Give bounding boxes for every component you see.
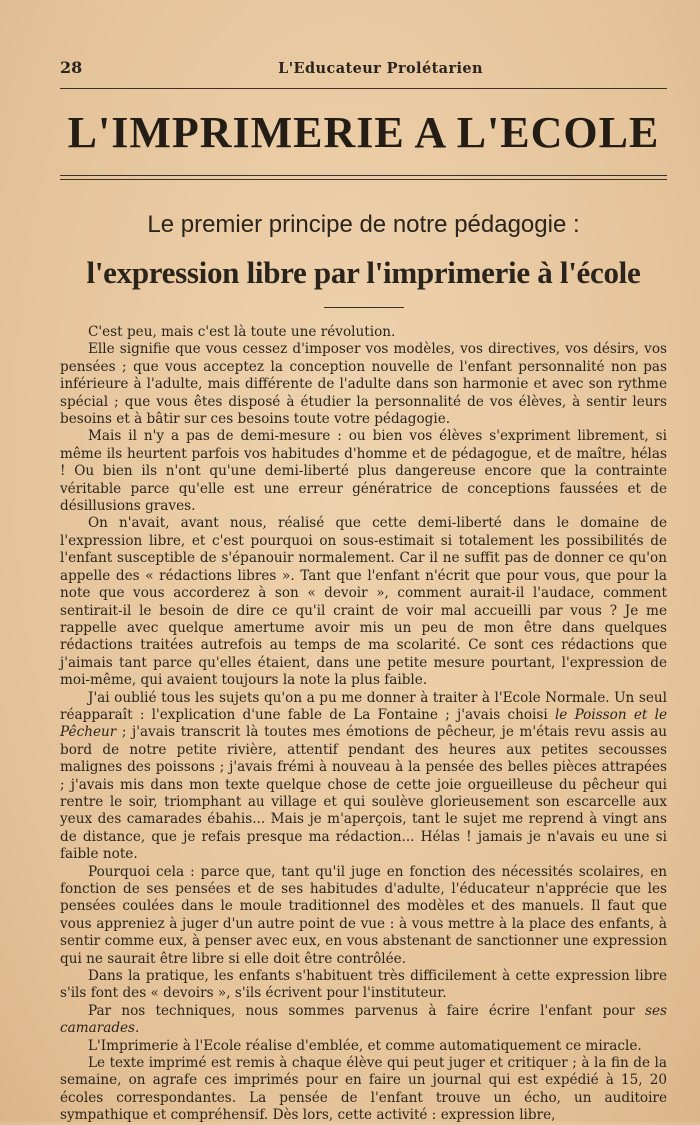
paragraph: C'est peu, mais c'est là toute une révolution. xyxy=(88,324,396,340)
paragraph: Elle signifie que vous cessez d'imposer vos modèles, vos directives, vos désirs, vos pensées ; que vous acceptez la conception nouvelle de l'enfant personnalité non pas inférieure à l'adulte, mais différente de l'adulte dans son harmonie et avec son rythme spécial ; que vous êtes disposé à étudier la personnalité de vos élèves, à sentir leurs besoins et à bâtir sur ces besoins toute votre pédagogie. xyxy=(60,341,667,428)
fable-title: le Poisson et le Pêcheur xyxy=(60,706,667,741)
article-headline: l'expression libre par l'imprimerie à l'école xyxy=(86,255,641,290)
paragraph: On n'avait, avant nous, réalisé que cette demi-liberté dans le domaine de l'expression libre, et c'est pourquoi on sous-estimait si totalement les possibilités de l'enfant susceptible de s'épanouir normalement. Car il ne suffit pas de donner ce qu'on appelle des « rédactions libres ». Tant que l'enfant n'écrit que pour vous, que pour la note que vous accorderez à son « devoir », comment aurait-il l'audace, comment sentirait-il le besoin de dire ce qu'il craint de voir mal accueilli par vous ? Je me rappelle avec quelque amertume avoir mis un peu de mon être dans quelques rédactions traitées autrefois au temps de ma scolarité. Ce sont ces rédactions que j'aimais tant parce qu'elles étaient, dans une petite mesure pourtant, l'expression de moi-même, qui avaient toujours la note la plus faible. xyxy=(60,515,667,689)
article-subtitle: Le premier principe de notre pédagogie : xyxy=(147,211,580,238)
journal-title: L'Educateur Prolétarien xyxy=(278,60,483,77)
paragraph: Le texte imprimé est remis à chaque élève qui peut juger et critiquer ; à la fin de la semaine, on agrafe ces imprimés pour en faire un journal qui est expédié à 15, 20 écoles correspondantes. La pensée de l'enfant trouve un écho, un auditoire sympathique et compréhensif. Dès lors, cette activité : expression libre, xyxy=(60,1055,667,1124)
paragraph: Mais il n'y a pas de demi-mesure : ou bien vos élèves s'expriment librement, si même ils heurtent parfois vos habitudes d'homme et de pédagogue, et de maître, hélas ! Ou bien ils n'ont qu'une demi-liberté plus dangereuse encore que la contrainte véritable parce qu'elle est une erreur génératrice de conceptions faussées et de désillusions graves. xyxy=(60,428,667,515)
title-double-rule xyxy=(60,175,667,180)
paragraph: Dans la pratique, les enfants s'habituent très difficilement à cette expression libre s'ils font des « devoirs », s'ils écrivent pour l'instituteur. xyxy=(60,968,667,1002)
paragraph xyxy=(60,1003,667,1038)
paragraph-text: J'ai oublié tous les sujets qu'on a pu me donner à traiter à l'Ecole Normale. Un seul réapparaît : l'explication d'une fable de La Fontaine ; j'avais choisi xyxy=(60,689,667,723)
page-number: 28 xyxy=(60,58,83,77)
headline-rule xyxy=(324,307,404,308)
article-title: L'IMPRIMERIE A L'ECOLE xyxy=(67,108,660,157)
paragraph-text: ; j'avais transcrit là toutes mes émotions de pêcheur, je m'étais revu assis au bord de notre petite rivière, attentif pendant des heures aux petites secousses malignes des poissons ; j'avais frémi à nouveau à la pensée des belles pièces attrapées ; j'avais mis dans mon texte quelque chose de cette joie orgueilleuse du pêcheur qui rentre le soir, triomphant au village et qui soulève glorieusement son escarcelle aux yeux des camarades ébahis... Mais je m'aperçois, tant le sujet me reprend à vingt ans de distance, que je refais presque ma rédaction... Hélas ! jamais je n'avais eu une si faible note. xyxy=(60,724,667,863)
header-rule xyxy=(60,88,667,89)
paragraph xyxy=(60,690,667,864)
paragraph-text: Par nos techniques, nous sommes parvenus à faire écrire l'enfant pour xyxy=(88,1002,645,1019)
running-header xyxy=(60,58,667,82)
paragraph: L'Imprimerie à l'Ecole réalise d'emblée, et comme automatiquement ce miracle. xyxy=(88,1037,642,1054)
emphasis-text: ses camarades. xyxy=(60,1002,667,1037)
page xyxy=(60,58,667,1125)
paragraph: Pourquoi cela : parce que, tant qu'il juge en fonction des nécessités scolaires, en fonction de ses pensées et de ses habitudes d'adulte, l'éducateur n'apprécie que les pensées coulées dans le moule traditionnel des modèles et des manuels. Il faut que vous appreniez à juger d'un autre point de vue : à vous mettre à la place des enfants, à sentir comme eux, à penser avec eux, en vous abstenant de sanctionner une expression qui ne saurait être libre si elle doit être contrôlée. xyxy=(60,863,667,967)
article-body xyxy=(60,324,667,1125)
